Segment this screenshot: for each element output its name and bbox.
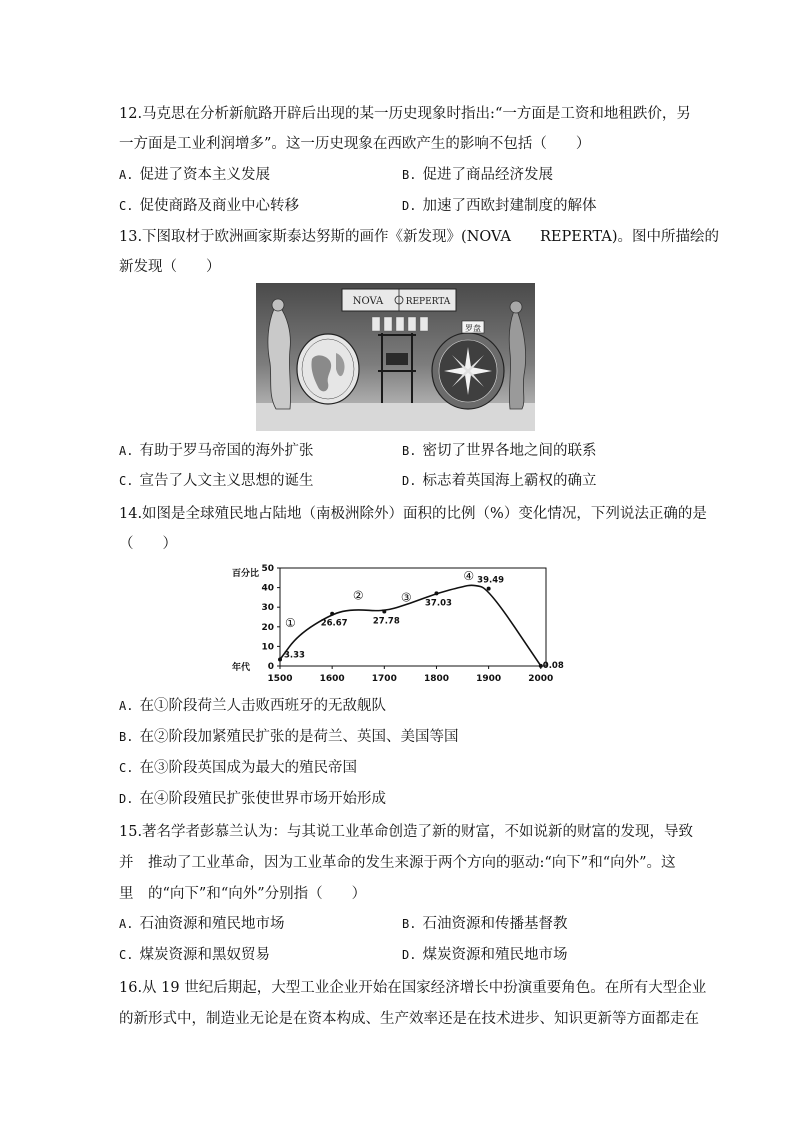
data-point-label: 3.33 (284, 650, 305, 661)
data-point (330, 612, 334, 616)
q13-option-b[interactable]: B. 密切了世界各地之间的联系 (402, 443, 597, 459)
x-tick-label: 2000 (528, 674, 554, 684)
q15-stem-line1: 15.著名学者彭慕兰认为：与其说工业革命创造了新的财富，不如说新的财富的发现，导致 (119, 824, 694, 840)
q14-option-a[interactable]: A. 在①阶段荷兰人击败西班牙的无敌舰队 (119, 698, 386, 714)
data-point-label: 37.03 (425, 598, 452, 609)
data-point-label: 0.08 (542, 660, 564, 671)
x-tick-label: 1600 (319, 674, 345, 684)
data-point (434, 591, 438, 595)
banner-right-text: REPERTA (405, 297, 451, 307)
q14-stem-line2: （ ） (119, 536, 177, 552)
x-tick-label: 1500 (267, 674, 293, 684)
y-tick-label: 20 (261, 622, 274, 633)
q13-option-d[interactable]: D. 标志着英国海上霸权的确立 (402, 473, 597, 489)
q15-option-b[interactable]: B. 石油资源和传播基督教 (402, 916, 568, 932)
data-point (382, 610, 386, 614)
q15-option-a[interactable]: A. 石油资源和殖民地市场 (119, 916, 285, 932)
data-point-label: 26.67 (320, 618, 348, 629)
data-point (487, 587, 491, 591)
stage-marker: ④ (463, 568, 475, 583)
q12-option-d[interactable]: D. 加速了西欧封建制度的解体 (402, 198, 597, 214)
x-tick-label: 1800 (423, 674, 450, 684)
q15-stem-line2: 并 推动了工业革命，因为工业革命的发生来源于两个方向的驱动:“向下”和“向外”。这 (119, 855, 676, 871)
y-tick-label: 10 (261, 642, 274, 653)
y-tick-label: 0 (267, 662, 274, 672)
q14-stem-line1: 14.如图是全球殖民地占陆地（南极洲除外）面积的比例（%）变化情况，下列说法正确的是 (119, 506, 707, 522)
q15-stem-line3: 里 的“向下”和“向外”分别指（ ） (119, 886, 367, 902)
x-tick-label: 1900 (476, 674, 502, 684)
q13-stem-line2: 新发现（ ） (119, 259, 221, 275)
stage-marker: ① (285, 615, 296, 630)
compass-rose (432, 333, 504, 409)
compass-tag-text: 罗盘 (465, 324, 481, 333)
q12-option-a[interactable]: A. 促进了资本主义发展 (119, 167, 270, 183)
y-tick-label: 40 (261, 583, 274, 594)
q12-stem-line2: 一方面是工业利润增多”。这一历史现象在西欧产生的影响不包括（ ） (119, 136, 591, 152)
x-axis-label: 年代 (232, 663, 251, 673)
q12-option-b[interactable]: B. 促进了商品经济发展 (402, 167, 553, 183)
stage-marker: ② (352, 588, 364, 603)
q12-stem-line1: 12.马克思在分析新航路开辟后出现的某一历史现象时指出:“一方面是工资和地租跌价，另 (119, 106, 691, 122)
q16-stem-line1: 16.从 19 世纪后期起，大型工业企业开始在国家经济增长中扮演重要角色。在所有大型企业 (119, 980, 707, 996)
q14-option-d[interactable]: D. 在④阶段殖民扩张使世界市场开始形成 (119, 791, 386, 807)
stage-marker: ③ (400, 590, 412, 605)
q12-option-c[interactable]: C. 促使商路及商业中心转移 (119, 198, 299, 214)
y-tick-label: 50 (261, 564, 274, 574)
q16-stem-line2: 的新形式中，制造业无论是在资本构成、生产效率还是在技术进步、知识更新等方面都走在 (119, 1011, 699, 1027)
y-tick-label: 30 (261, 603, 274, 614)
data-point-label: 39.49 (477, 575, 505, 586)
y-axis-label: 百分比 (232, 569, 260, 579)
data-point (278, 657, 282, 661)
q14-option-c[interactable]: C. 在③阶段英国成为最大的殖民帝国 (119, 760, 357, 776)
q14-option-b[interactable]: B. 在②阶段加紧殖民扩张的是荷兰、英国、美国等国 (119, 729, 459, 745)
q13-option-a[interactable]: A. 有助于罗马帝国的海外扩张 (119, 443, 314, 459)
nova-reperta-painting (256, 283, 535, 431)
chart-plot-frame (280, 568, 546, 666)
q13-stem-line1: 13.下图取材于欧洲画家斯泰达努斯的画作《新发现》(NOVA REPERTA)。图中所描绘的 (119, 229, 720, 245)
x-tick-label: 1700 (371, 674, 397, 684)
data-point-label: 27.78 (372, 616, 400, 627)
q13-option-c[interactable]: C. 宣告了人文主义思想的诞生 (119, 473, 314, 489)
banner-left-text: NOVA (352, 296, 384, 307)
q15-option-c[interactable]: C. 煤炭资源和黑奴贸易 (119, 947, 270, 963)
q15-option-d[interactable]: D. 煤炭资源和殖民地市场 (402, 947, 568, 963)
colony-area-chart (228, 560, 564, 684)
